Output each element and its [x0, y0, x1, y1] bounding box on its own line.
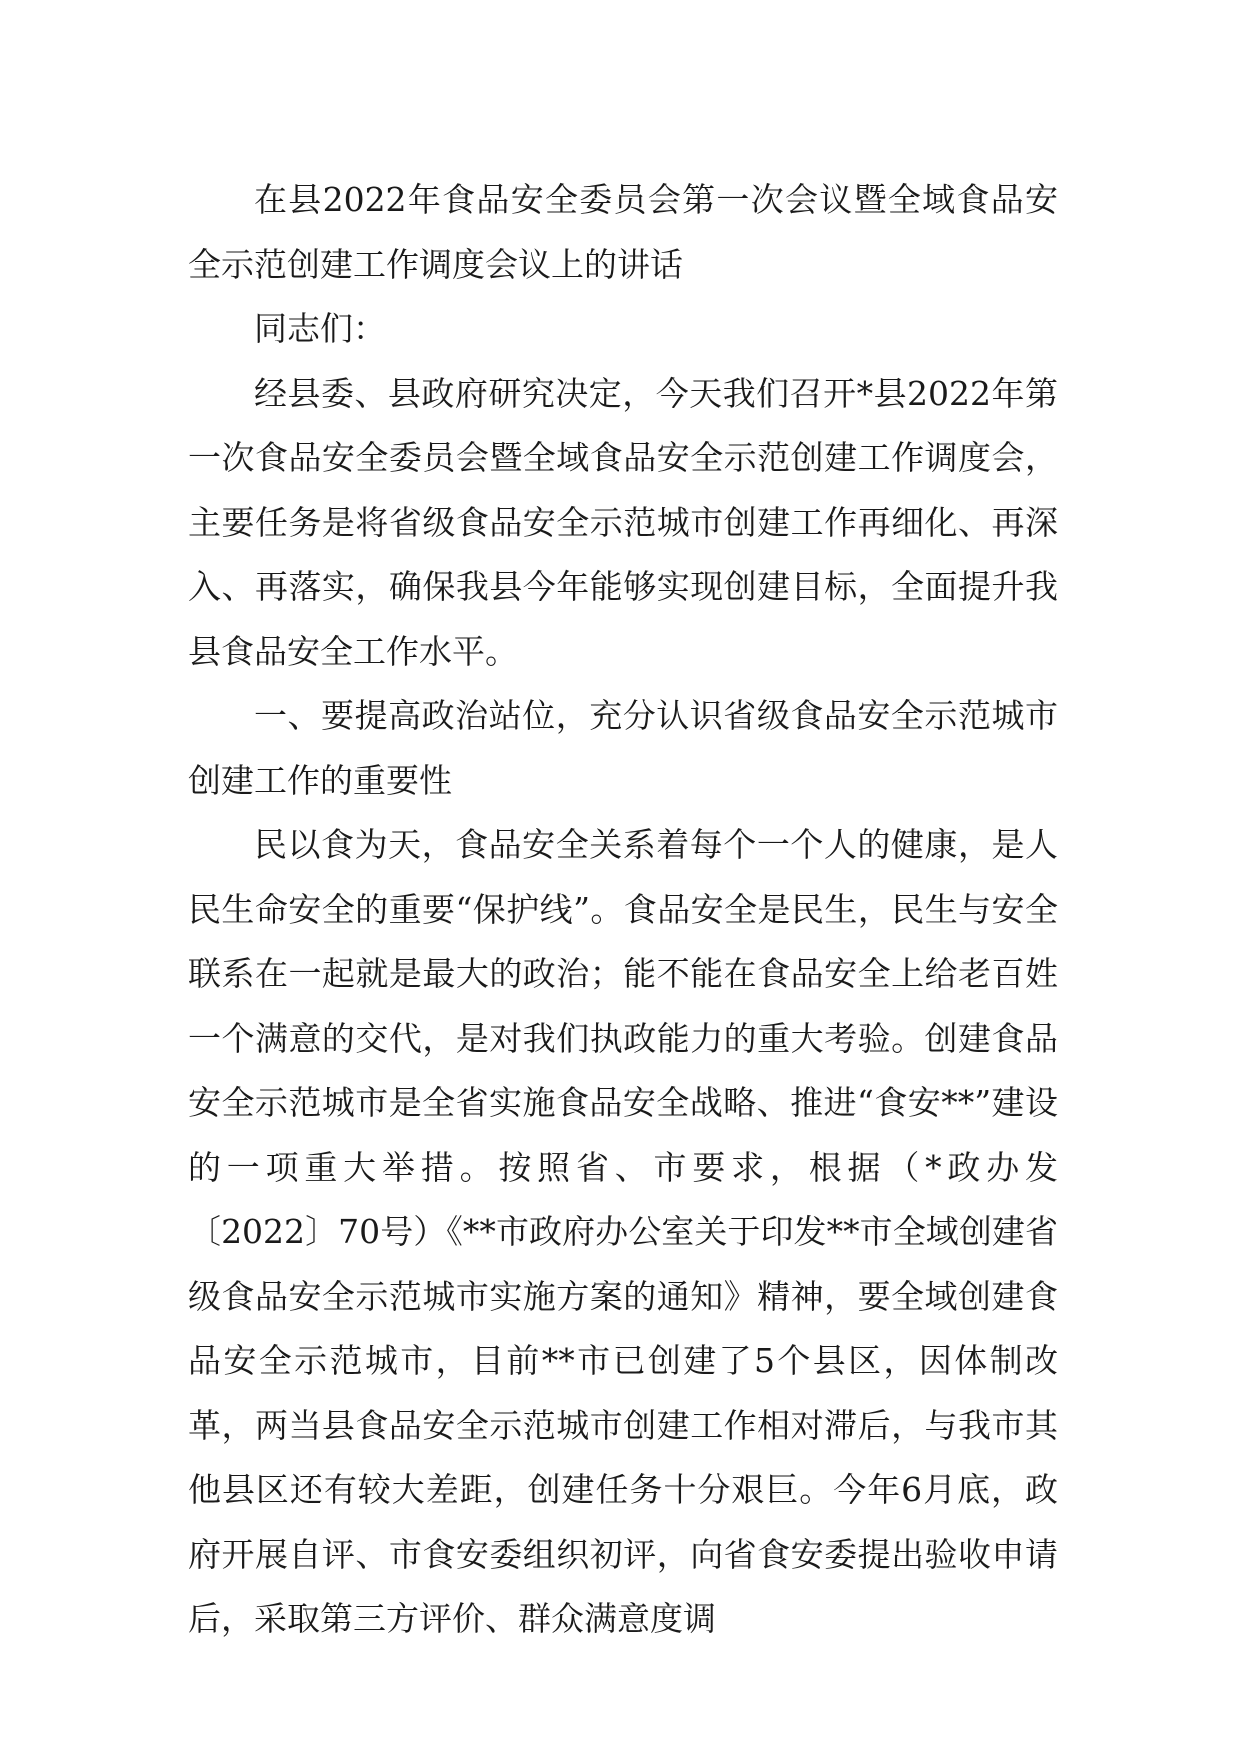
salutation: 同志们：: [254, 309, 386, 348]
section-heading-1: 一、要提高政治站位，充分认识省级食品安全示范城市创建工作的重要性: [188, 696, 1058, 800]
paragraph-intro: 经县委、县政府研究决定，今天我们召开*县2022年第一次食品安全委员会暨全域食品安全示范创建工作调度会，主要任务是将省级食品安全示范城市创建工作再细化、再深入、再落实，确保我县今年能够实现创建目标，全面提升我县食品安全工作水平。: [188, 373, 1058, 671]
paragraph-body: 民以食为天，食品安全关系着每个一个人的健康，是人民生命安全的重要“保护线”。食品安全是民生，民生与安全联系在一起就是最大的政治；能不能在食品安全上给老百姓一个满意的交代，是对我们执政能力的重大考验。创建食品安全示范城市是全省实施食品安全战略、推进“食安**”建设的一项重大举措。按照省、市要求，根据（*政办发〔2022〕70号）《**市政府办公室关于印发**市全域创建省级食品安全示范城市实施方案的通知》精神，要全域创建食品安全示范城市，目前**市已创建了5个县区，因体制改革，两当县食品安全示范城市创建工作相对滞后，与我市其他县区还有较大差距，创建任务十分艰巨。今年6月底，政府开展自评、市食安委组织初评，向省食安委提出验收申请后，采取第三方评价、群众满意度调: [188, 825, 1058, 1638]
document-body: [188, 168, 1058, 1652]
document-title: 在县2022年食品安全委员会第一次会议暨全域食品安全示范创建工作调度会议上的讲话: [188, 180, 1058, 284]
